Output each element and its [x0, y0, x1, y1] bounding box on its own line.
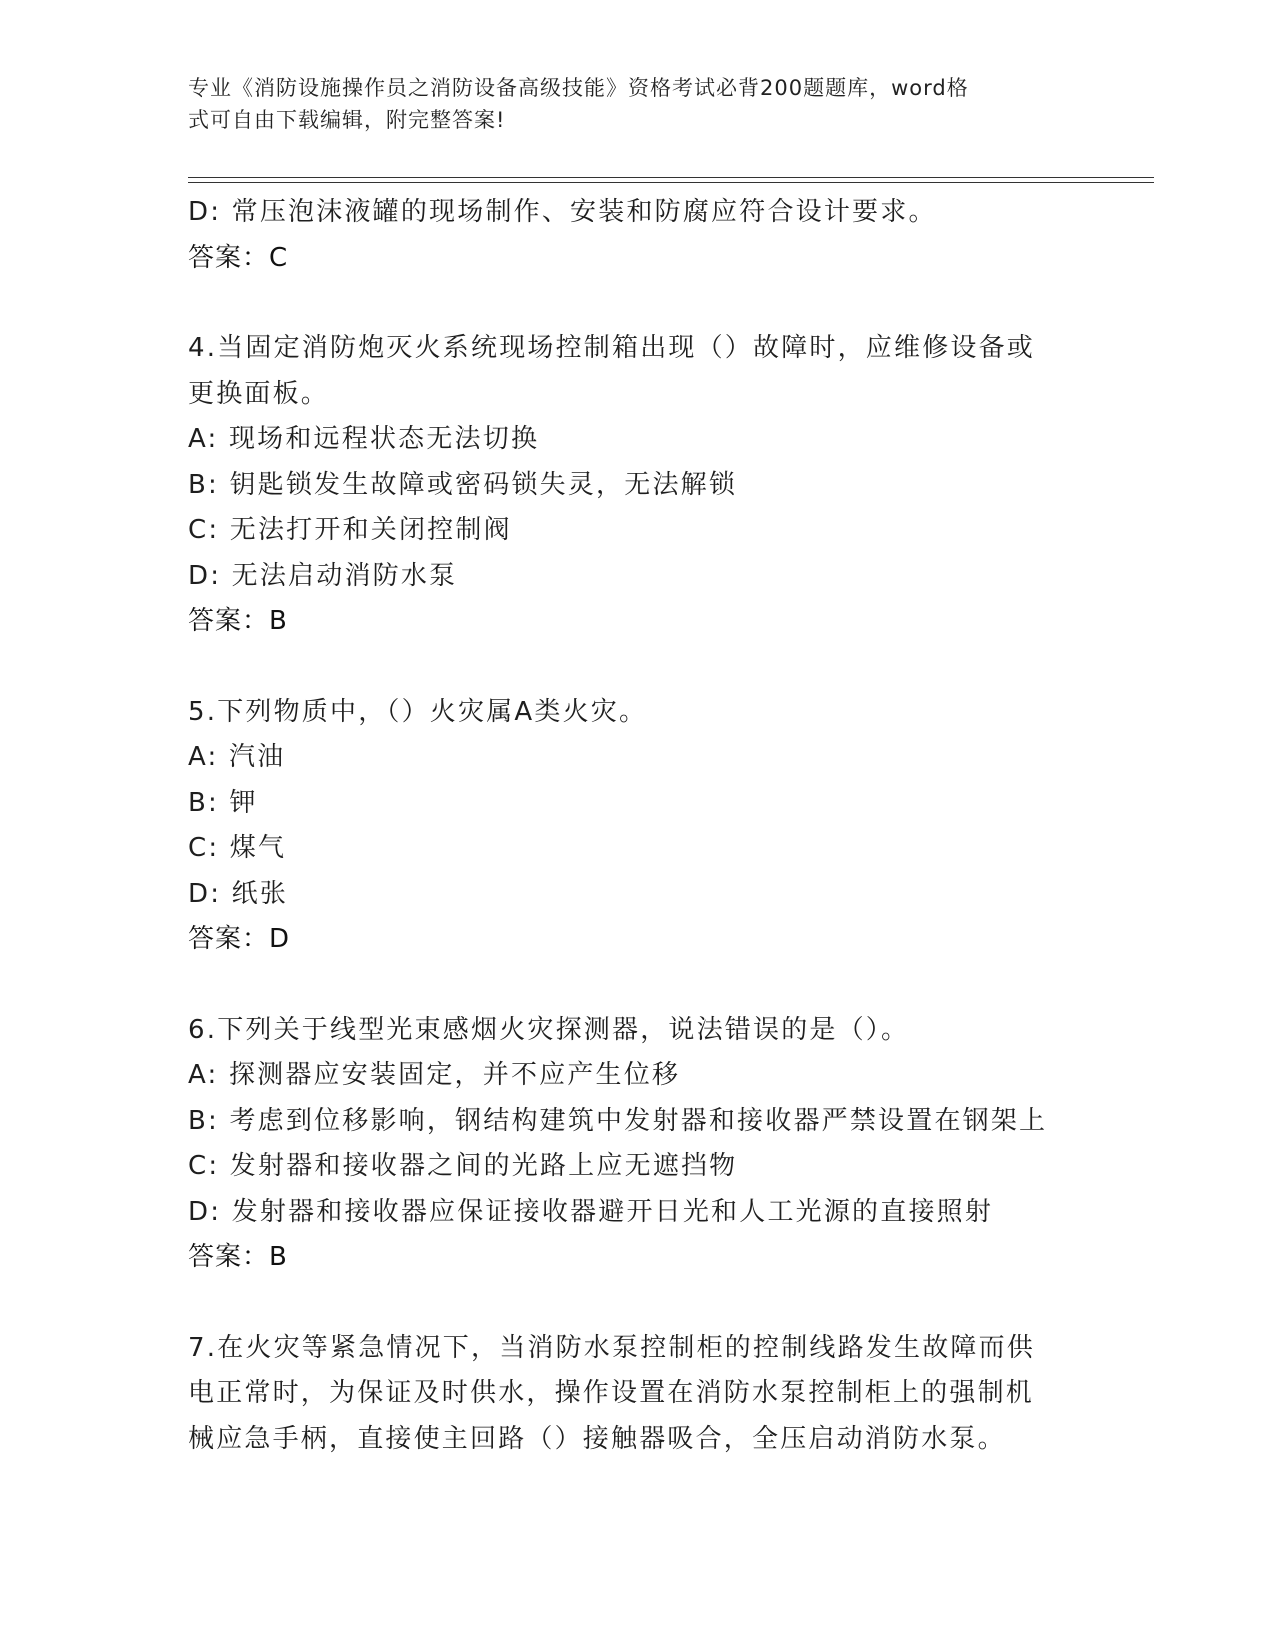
option-d: D: 发射器和接收器应保证接收器避开日光和人工光源的直接照射	[188, 1196, 994, 1227]
option-a: A: 现场和远程状态无法切换	[188, 424, 540, 454]
document-header	[188, 72, 1068, 136]
question-4	[188, 326, 1088, 645]
option-b: B: 考虑到位移影响，钢结构建筑中发射器和接收器严禁设置在钢架上	[188, 1105, 1048, 1136]
option-d: D: 无法启动消防水泵	[188, 560, 458, 591]
header-divider-bottom	[188, 182, 1154, 183]
question-5	[188, 690, 1088, 963]
header-divider-top	[188, 177, 1154, 178]
option-c: C: 发射器和接收器之间的光路上应无遮挡物	[188, 1151, 738, 1181]
question-stem-cont: 械应急手柄，直接使主回路（）接触器吸合，全压启动消防水泵。	[188, 1423, 1006, 1454]
answer-label: 答案：D	[188, 924, 291, 954]
question-7	[188, 1326, 1088, 1463]
option-c: C: 煤气	[188, 833, 287, 863]
answer-label: 答案：C	[188, 242, 289, 273]
answer-label: 答案：B	[188, 606, 288, 636]
spacer	[188, 645, 1088, 690]
header-line-1: 专业《消防设施操作员之消防设备高级技能》资格考试必背200题题库，word格	[188, 76, 969, 100]
option-d: D: 常压泡沫液罐的现场制作、安装和防腐应符合设计要求。	[188, 197, 937, 227]
question-stem: 6.下列关于线型光束感烟火灾探测器，说法错误的是（）。	[188, 1014, 910, 1045]
option-c: C: 无法打开和关闭控制阀	[188, 515, 512, 545]
question-stem: 5.下列物质中，（）火灾属A类火灾。	[188, 696, 648, 727]
question-stem: 4.当固定消防炮灭火系统现场控制箱出现（）故障时，应维修设备或	[188, 333, 1036, 363]
question-list	[188, 190, 1088, 1462]
question-stem: 7.在火灾等紧急情况下，当消防水泵控制柜的控制线路发生故障而供	[188, 1332, 1036, 1363]
answer-label: 答案：B	[188, 1242, 288, 1272]
spacer	[188, 963, 1088, 1008]
spacer	[188, 1281, 1088, 1326]
question-stem-cont: 电正常时，为保证及时供水，操作设置在消防水泵控制柜上的强制机	[188, 1378, 1035, 1408]
question-3-tail	[188, 190, 1088, 281]
spacer	[188, 281, 1088, 326]
option-b: B: 钥匙锁发生故障或密码锁失灵，无法解锁	[188, 469, 738, 500]
option-a: A: 汽油	[188, 742, 286, 772]
question-6	[188, 1008, 1088, 1281]
header-line-2: 式可自由下载编辑，附完整答案!	[188, 108, 506, 132]
option-d: D: 纸张	[188, 878, 289, 909]
option-b: B: 钾	[188, 787, 258, 818]
question-stem-cont: 更换面板。	[188, 378, 330, 409]
option-a: A: 探测器应安装固定，并不应产生位移	[188, 1060, 681, 1090]
